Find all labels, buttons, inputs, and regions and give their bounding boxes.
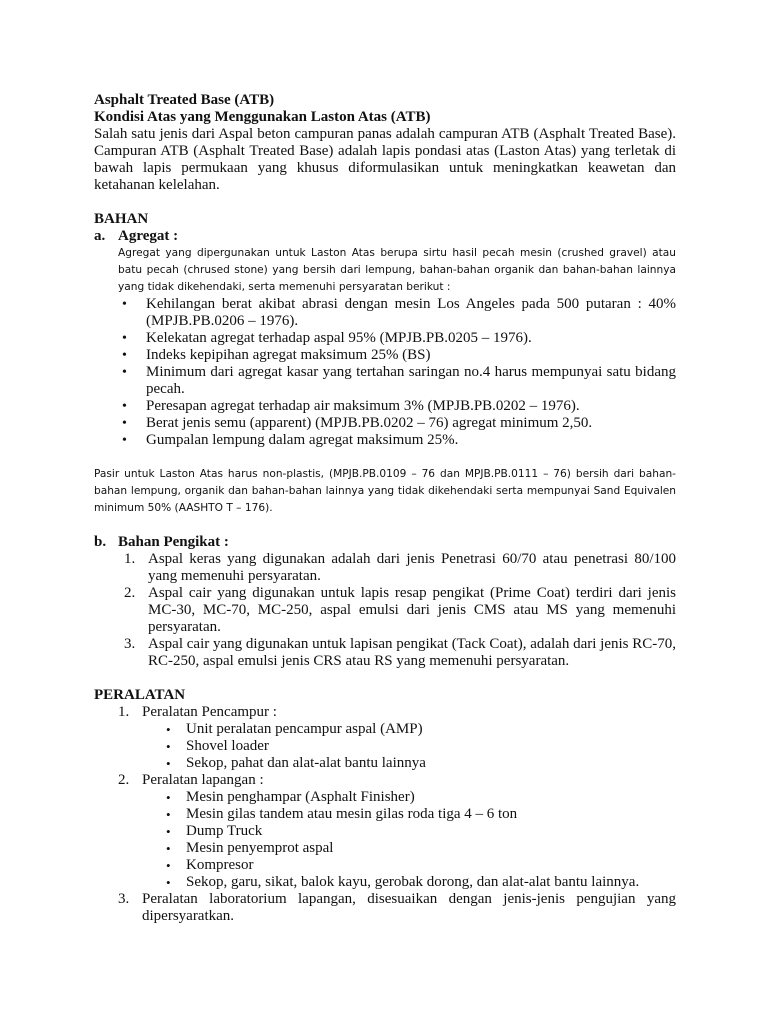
item-number: 2. [124, 585, 136, 601]
list-item: • Unit peralatan pencampur aspal (AMP) [166, 721, 676, 738]
group-label: Peralatan Pencampur : [142, 704, 277, 720]
pasir-paragraph: Pasir untuk Laston Atas harus non-plastis, (MPJB.PB.0109 – 76 dan MPJB.PB.0111 – 76) bersih dari bahan-bahan lempung, organik dan bahan-bahan lainnya yang tidak dikehendaki serta mempunyai Sand Equivalen minimum 50% (AASHTO T – 176). [94, 468, 676, 514]
agregat-body [94, 245, 676, 296]
item-text: Aspal cair yang digunakan untuk lapis resap pengikat (Prime Coat) terdiri dari jenis MC-30, MC-70, MC-250, aspal emulsi dari jenis CMS atau MS yang memenuhi persyaratan. [148, 585, 676, 635]
list-item: • Peresapan agregat terhadap air maksimum 3% (MPJB.PB.0202 – 1976). [122, 398, 676, 415]
list-item: • Kehilangan berat akibat abrasi dengan mesin Los Angeles pada 500 putaran : 40% (MPJB.PB.0206 – 1976). [122, 296, 676, 330]
item-number: 1. [118, 704, 130, 720]
peralatan-group [118, 772, 676, 891]
subsection-marker: b. [94, 534, 107, 550]
list-item [124, 551, 676, 585]
list-item: • Mesin penyemprot aspal [166, 840, 676, 857]
item-number: 2. [118, 772, 130, 788]
spacer [94, 449, 676, 466]
document-subtitle: Kondisi Atas yang Menggunakan Laston Atas (ATB) [94, 109, 431, 125]
document-title: Asphalt Treated Base (ATB) [94, 92, 275, 108]
subsection-marker: a. [94, 228, 106, 244]
subsection-label: Bahan Pengikat : [118, 534, 229, 550]
section-heading-bahan: BAHAN [94, 211, 149, 227]
list-item: • Shovel loader [166, 738, 676, 755]
group-label: Peralatan laboratorium lapangan, disesuaikan dengan jenis-jenis pengujian yang dipersyaratkan. [142, 891, 676, 924]
peralatan-group [118, 891, 676, 925]
list-item [124, 636, 676, 670]
agregat-requirements-list [94, 296, 676, 449]
item-text: Aspal cair yang digunakan untuk lapisan pengikat (Tack Coat), adalah dari jenis RC-70, RC-250, aspal emulsi jenis CRS atau RS yang memenuhi persyaratan. [148, 636, 676, 669]
spacer [94, 670, 676, 687]
list-item: • Sekop, pahat dan alat-alat bantu lainnya [166, 755, 676, 772]
list-item: • Kelekatan agregat terhadap aspal 95% (MPJB.PB.0205 – 1976). [122, 330, 676, 347]
list-item: • Mesin penghampar (Asphalt Finisher) [166, 789, 676, 806]
bahan-pengikat-list [94, 551, 676, 670]
subsection-label: Agregat : [118, 228, 179, 244]
peralatan-sublist [142, 721, 676, 772]
item-number: 1. [124, 551, 136, 567]
peralatan-list [94, 704, 676, 925]
list-item: • Gumpalan lempung dalam agregat maksimum 25%. [122, 432, 676, 449]
intro-paragraph: Salah satu jenis dari Aspal beton campuran panas adalah campuran ATB (Asphalt Treated Base). Campuran ATB (Asphalt Treated Base) adalah lapis pondasi atas (Laston Atas) yang terletak di bawah lapis permukaan yang khusus diformulasikan untuk meningkatkan keawetan dan ketahanan kelelahan. [94, 126, 676, 193]
list-item [124, 585, 676, 636]
list-item: • Mesin gilas tandem atau mesin gilas roda tiga 4 – 6 ton [166, 806, 676, 823]
list-item: • Berat jenis semu (apparent) (MPJB.PB.0202 – 76) agregat minimum 2,50. [122, 415, 676, 432]
subsection-agregat [94, 228, 676, 245]
agregat-description: Agregat yang dipergunakan untuk Laston Atas berupa sirtu hasil pecah mesin (crushed gravel) atau batu pecah (chrused stone) yang bersih dari lempung, bahan-bahan organik dan bahan-bahan lainnya yang tidak dikehendaki, serta memenuhi persyaratan berikut : [118, 247, 676, 293]
item-text: Aspal keras yang digunakan adalah dari jenis Penetrasi 60/70 atau penetrasi 80/100 yang memenuhi persyaratan. [148, 551, 676, 584]
list-item: • Sekop, garu, sikat, balok kayu, gerobak dorong, dan alat-alat bantu lainnya. [166, 874, 676, 891]
list-item: • Kompresor [166, 857, 676, 874]
subsection-bahan-pengikat [94, 534, 676, 551]
peralatan-sublist [142, 789, 676, 891]
list-item: • Minimum dari agregat kasar yang tertahan saringan no.4 harus mempunyai satu bidang pecah. [122, 364, 676, 398]
section-heading-peralatan: PERALATAN [94, 687, 186, 703]
item-number: 3. [124, 636, 136, 652]
spacer [94, 517, 676, 534]
item-number: 3. [118, 891, 130, 907]
group-label: Peralatan lapangan : [142, 772, 264, 788]
document-page [94, 92, 676, 925]
peralatan-group [118, 704, 676, 772]
list-item: • Indeks kepipihan agregat maksimum 25% (BS) [122, 347, 676, 364]
spacer [94, 194, 676, 211]
list-item: • Dump Truck [166, 823, 676, 840]
